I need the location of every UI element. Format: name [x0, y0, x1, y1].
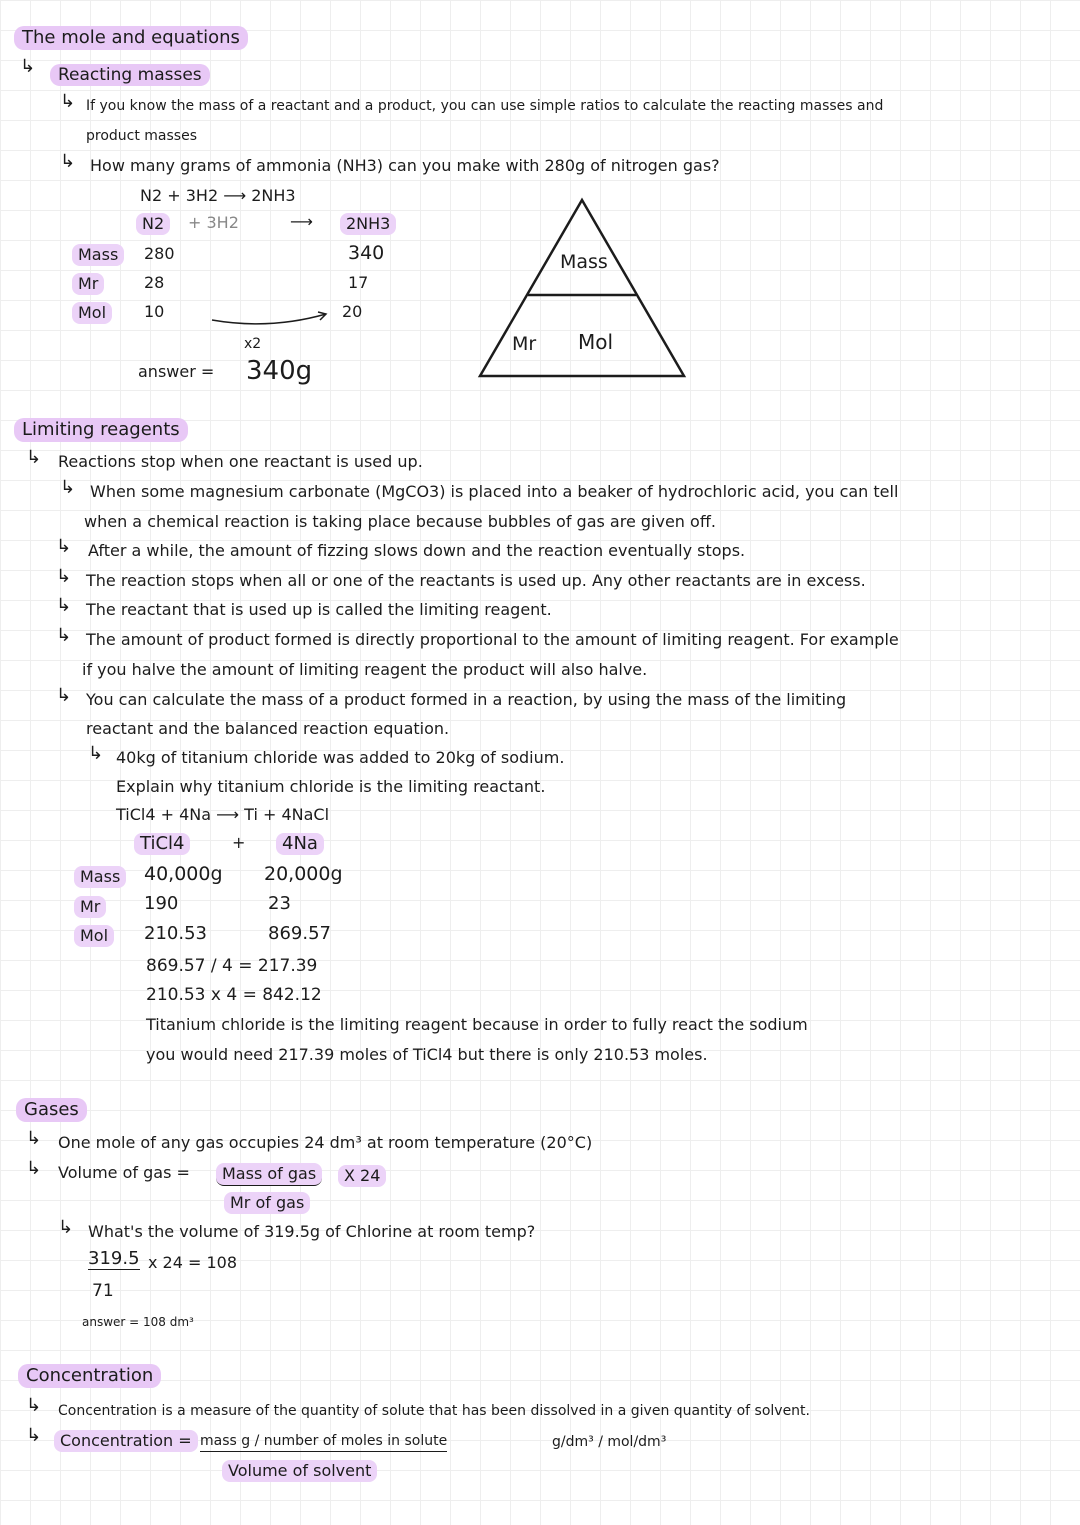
bullet-arrow-icon: ↳ [56, 685, 72, 706]
limiting-col2-mol: 869.57 [268, 923, 331, 944]
mole-col2-mol: 20 [342, 302, 363, 321]
bullet-arrow-icon: ↳ [20, 56, 36, 77]
triangle-bottom-right-label: Mol [578, 330, 614, 354]
bullet-arrow-icon: ↳ [60, 477, 76, 498]
limiting-col1-mass: 40,000g [144, 863, 223, 885]
limiting-line-7: if you halve the amount of limiting reagent the product will also halve. [82, 660, 648, 679]
mole-equation: N2 + 3H2 ⟶ 2NH3 [140, 186, 296, 205]
mole-table-col2: 2NH3 [340, 213, 396, 235]
limiting-table-col2: 4Na [276, 833, 324, 855]
limiting-line-4: The reaction stops when all or one of the reactants is used up. Any other reactants are in excess. [86, 571, 866, 590]
mole-col1-mass: 280 [144, 244, 175, 263]
bullet-arrow-icon: ↳ [26, 1128, 42, 1149]
concentration-units: g/dm³ / mol/dm³ [552, 1434, 667, 1450]
limiting-col2-mr: 23 [268, 893, 291, 914]
mole-table-plus: + 3H2 [188, 213, 239, 232]
gases-volume-label: Volume of gas = [58, 1163, 190, 1182]
limiting-line-9: reactant and the balanced reaction equation. [86, 719, 450, 738]
concentration-line1: Concentration is a measure of the quantity of solute that has been dissolved in a given quantity of solvent. [58, 1403, 810, 1419]
mole-row-label-mr: Mr [72, 273, 104, 295]
gases-line1: One mole of any gas occupies 24 dm³ at room temperature (20°C) [58, 1133, 593, 1152]
triangle-top-label: Mass [560, 251, 608, 273]
bullet-arrow-icon: ↳ [56, 536, 72, 557]
mole-table-col1: N2 [136, 213, 170, 235]
concentration-title: Concentration [18, 1364, 161, 1388]
mole-row-label-mass: Mass [72, 244, 124, 266]
mole-row-label-mol: Mol [72, 302, 112, 324]
mole-multiplier: x2 [244, 336, 262, 352]
limiting-col2-mass: 20,000g [264, 863, 343, 885]
bullet-arrow-icon: ↳ [60, 91, 76, 112]
bullet-arrow-icon: ↳ [56, 625, 72, 646]
limiting-title: Limiting reagents [14, 418, 188, 442]
limiting-line-0: Reactions stop when one reactant is used up. [58, 452, 423, 471]
mole-col2-mass: 340 [348, 242, 385, 264]
mole-intro-line2: product masses [86, 128, 198, 144]
limiting-line-6: The amount of product formed is directly proportional to the amount of limiting reagent. For example [86, 630, 899, 649]
mole-subtitle: Reacting masses [50, 64, 210, 86]
gases-calc-bottom: 71 [92, 1281, 114, 1301]
limiting-col1-mol: 210.53 [144, 923, 207, 944]
limiting-row-label-mol: Mol [74, 925, 114, 947]
bullet-arrow-icon: ↳ [26, 1425, 42, 1446]
limiting-conclusion2: you would need 217.39 moles of TiCl4 but there is only 210.53 moles. [146, 1045, 708, 1064]
limiting-line-2: when a chemical reaction is taking place because bubbles of gas are given off. [84, 512, 716, 531]
mole-question: How many grams of ammonia (NH3) can you make with 280g of nitrogen gas? [90, 156, 720, 175]
limiting-equation: TiCl4 + 4Na ⟶ Ti + 4NaCl [116, 805, 330, 824]
gases-times: X 24 [338, 1165, 386, 1187]
limiting-table-col1: TiCl4 [134, 833, 190, 855]
gases-frac-top: Mass of gas [216, 1163, 322, 1186]
limiting-example-line1: 40kg of titanium chloride was added to 20kg of sodium. [116, 748, 565, 767]
mole-col1-mr: 28 [144, 273, 165, 292]
limiting-col1-mr: 190 [144, 893, 179, 914]
limiting-conclusion1: Titanium chloride is the limiting reagent because in order to fully react the sodium [146, 1015, 808, 1034]
bullet-arrow-icon: ↳ [60, 151, 76, 172]
bullet-arrow-icon: ↳ [26, 1158, 42, 1179]
mole-title: The mole and equations [14, 26, 248, 50]
multiplier-arrow-icon [210, 308, 330, 328]
bullet-arrow-icon: ↳ [88, 743, 104, 764]
concentration-frac-bottom: Volume of solvent [222, 1460, 377, 1482]
mole-col2-mr: 17 [348, 273, 369, 292]
bullet-arrow-icon: ↳ [56, 595, 72, 616]
limiting-row-label-mr: Mr [74, 896, 106, 918]
limiting-line-8: You can calculate the mass of a product formed in a reaction, by using the mass of the limiting [86, 690, 847, 709]
mole-col1-mol: 10 [144, 302, 165, 321]
concentration-frac-top: mass g / number of moles in solute [200, 1431, 447, 1452]
mole-intro-line1: If you know the mass of a reactant and a product, you can use simple ratios to calculate the reacting masses and [86, 98, 884, 114]
triangle-bottom-left-label: Mr [512, 333, 537, 355]
gases-frac-bottom: Mr of gas [224, 1192, 310, 1214]
gases-calc-mid: x 24 = 108 [148, 1253, 238, 1272]
limiting-table-plus: + [232, 833, 246, 852]
gases-title: Gases [16, 1098, 87, 1122]
mole-answer-label: answer = [138, 362, 215, 381]
gases-calc-top: 319.5 [88, 1248, 140, 1269]
concentration-label: Concentration = [54, 1430, 198, 1452]
limiting-line-5: The reactant that is used up is called the limiting reagent. [86, 600, 552, 619]
bullet-arrow-icon: ↳ [26, 1395, 42, 1416]
gases-answer: answer = 108 dm³ [82, 1315, 194, 1329]
mole-answer-value: 340g [246, 356, 313, 386]
bullet-arrow-icon: ↳ [26, 447, 42, 468]
bullet-arrow-icon: ↳ [56, 566, 72, 587]
limiting-calc1: 869.57 / 4 = 217.39 [146, 956, 318, 976]
bullet-arrow-icon: ↳ [58, 1217, 74, 1238]
limiting-line-3: After a while, the amount of fizzing slows down and the reaction eventually stops. [88, 541, 746, 560]
limiting-example-line2: Explain why titanium chloride is the limiting reactant. [116, 777, 546, 796]
gases-question: What's the volume of 319.5g of Chlorine at room temp? [88, 1222, 536, 1241]
limiting-row-label-mass: Mass [74, 866, 126, 888]
limiting-calc2: 210.53 x 4 = 842.12 [146, 985, 322, 1005]
limiting-line-1: When some magnesium carbonate (MgCO3) is placed into a beaker of hydrochloric acid, you can tell [90, 482, 899, 501]
mole-table-arrow-icon: ⟶ [290, 212, 313, 231]
